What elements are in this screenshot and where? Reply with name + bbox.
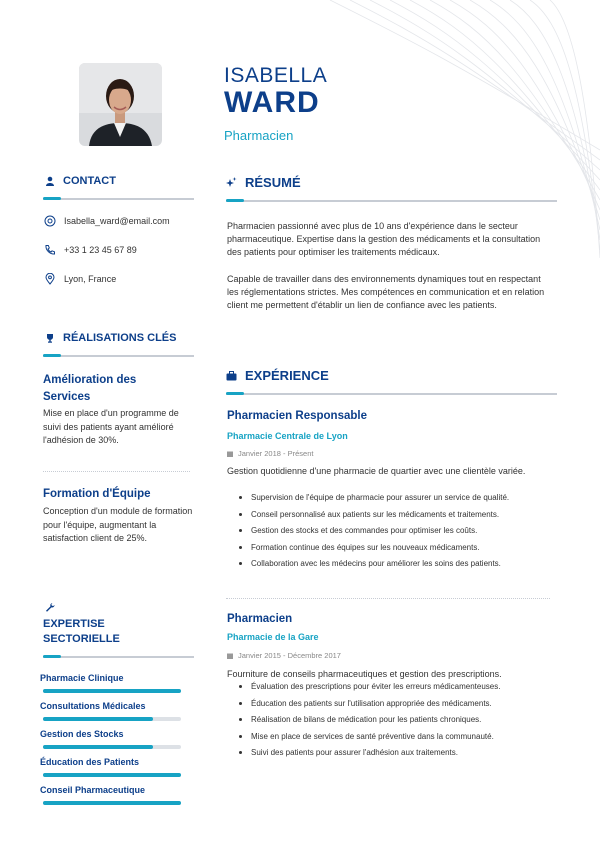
calendar-icon — [227, 451, 233, 457]
location-pin-icon — [44, 273, 56, 285]
skill-level-bar — [43, 717, 181, 721]
list-item: Suivi des patients pour assurer l'adhésion aux traitements. — [239, 747, 500, 764]
contact-divider — [43, 198, 194, 200]
skill-level-bar — [43, 773, 181, 777]
experience-heading: EXPÉRIENCE — [226, 368, 329, 383]
skill-level-fill — [43, 745, 153, 749]
sparkle-icon — [226, 177, 237, 188]
skill-label: Conseil Pharmaceutique — [40, 785, 146, 795]
phone-text: +33 1 23 45 67 89 — [64, 245, 137, 255]
skill-level-fill — [43, 717, 153, 721]
phone-icon — [44, 244, 56, 256]
achievement-description: Conception d'un module de formation pour l'équipe, augmentant la satisfaction client de 25%. — [43, 506, 193, 543]
list-item: Mise en place de services de santé préventive dans la communauté. — [239, 731, 500, 748]
list-item: Éducation des patients sur l'utilisation appropriée des médicaments. — [239, 698, 500, 715]
wrench-icon — [45, 602, 55, 612]
skill-level-fill — [43, 801, 181, 805]
achievement-title: Amélioration des Services — [43, 374, 137, 403]
skill-level-bar — [43, 801, 181, 805]
achievement-separator — [43, 471, 190, 472]
user-icon — [45, 176, 55, 186]
list-item: Supervision de l'équipe de pharmacie pour assurer un service de qualité. — [239, 492, 509, 509]
company-name: Pharmacie Centrale de Lyon — [227, 431, 348, 441]
list-item: Évaluation des prescriptions pour éviter les erreurs médicamenteuses. — [239, 681, 500, 698]
job-description: Gestion quotidienne d'une pharmacie de quartier avec une clientèle variée. — [227, 466, 526, 476]
location-text: Lyon, France — [64, 274, 117, 284]
list-item: Conseil personnalisé aux patients sur les médicaments et traitements. — [239, 509, 509, 526]
skill-level-bar — [43, 689, 181, 693]
skill-label: Consultations Médicales — [40, 701, 146, 711]
job-dates: Janvier 2015 - Décembre 2017 — [227, 651, 341, 660]
expertise-heading: EXPERTISE SECTORIELLE — [43, 618, 120, 645]
achievement-description: Mise en place d'un programme de suivi des patients ayant amélioré l'adhésion de 30%. — [43, 408, 179, 445]
experience-divider — [226, 393, 557, 395]
summary-divider — [226, 200, 557, 202]
job-title: Pharmacien Responsable — [227, 410, 367, 422]
list-item: Gestion des stocks et des commandes pour optimiser les coûts. — [239, 525, 509, 542]
job-bullets — [239, 681, 500, 764]
email-text: Isabella_ward@email.com — [64, 216, 170, 226]
job-role: Pharmacien — [224, 128, 294, 143]
expertise-divider — [43, 656, 194, 658]
skill-level-bar — [43, 745, 181, 749]
calendar-icon — [227, 653, 233, 659]
at-icon — [44, 215, 56, 227]
achievements-divider — [43, 355, 194, 357]
job-bullets — [239, 492, 509, 575]
achievement-title: Formation d'Équipe — [43, 488, 151, 500]
skill-label: Éducation des Patients — [40, 757, 140, 767]
job-title: Pharmacien — [227, 613, 293, 625]
summary-paragraph: Pharmacien passionné avec plus de 10 ans d'expérience dans le secteur pharmaceutique. Expertise dans la gestion des médicaments et la consultation des patients pour optimiser les traitements médicaux. — [227, 221, 541, 257]
contact-heading: CONTACT — [45, 175, 116, 187]
achievements-heading: RÉALISATIONS CLÉS — [45, 332, 176, 344]
last-name: WARD — [224, 86, 320, 119]
job-dates: Janvier 2018 - Présent — [227, 449, 313, 458]
contact-location — [44, 273, 116, 285]
list-item: Collaboration avec les médecins pour améliorer les soins des patients. — [239, 558, 509, 575]
company-name: Pharmacie de la Gare — [227, 632, 319, 642]
summary-paragraph: Capable de travailler dans des environnements dynamiques tout en respectant les réglementations strictes. Mes compétences en communication et en relation client me permettent d'établir un lien de confiance avec les patients. — [227, 274, 545, 310]
skill-level-fill — [43, 773, 181, 777]
summary-heading: RÉSUMÉ — [226, 175, 301, 190]
briefcase-icon — [226, 371, 237, 381]
job-description: Fourniture de conseils pharmaceutiques et gestion des prescriptions. — [227, 669, 502, 679]
contact-phone[interactable] — [44, 244, 137, 256]
first-name: ISABELLA — [224, 64, 328, 87]
contact-email[interactable] — [44, 215, 170, 227]
list-item: Formation continue des équipes sur les nouveaux médicaments. — [239, 542, 509, 559]
experience-separator — [226, 598, 550, 599]
list-item: Réalisation de bilans de médication pour les patients chroniques. — [239, 714, 500, 731]
skill-label: Pharmacie Clinique — [40, 673, 124, 683]
trophy-icon — [45, 333, 55, 343]
skill-level-fill — [43, 689, 181, 693]
profile-photo — [79, 63, 162, 146]
skill-label: Gestion des Stocks — [40, 729, 124, 739]
